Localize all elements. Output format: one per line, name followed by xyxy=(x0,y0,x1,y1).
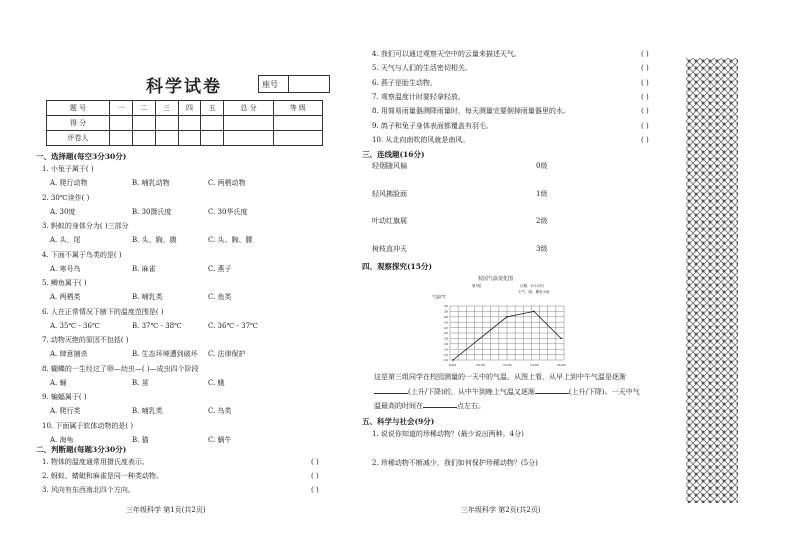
match-left-item[interactable]: 轻风拂脸面 xyxy=(372,189,407,198)
grader-cell[interactable] xyxy=(132,131,155,146)
x-tick-label: 10:00 xyxy=(476,363,485,367)
score-cell[interactable] xyxy=(273,116,322,131)
y-tick-label: 24 xyxy=(444,320,448,325)
option-choice[interactable]: C. 头、胸、腰 xyxy=(208,236,253,244)
y-tick-label: 30 xyxy=(444,304,448,309)
judge-item: 3. 风向有东西南北四个方向。 xyxy=(42,486,135,494)
answer-paren[interactable]: ( ) xyxy=(311,472,319,480)
section4-text2 xyxy=(374,387,640,397)
option-choice[interactable]: C. 蜗牛 xyxy=(208,435,232,444)
answer-paren[interactable]: ( ) xyxy=(311,486,319,494)
answer-blank-3[interactable] xyxy=(423,401,457,408)
judge-item: 7. 观察温度计时要轻拿轻放。 xyxy=(372,92,465,101)
section4-text2a: (上升/下降)的，从中午到晚上气温又逐渐 xyxy=(408,388,535,396)
exam-title: 科学试卷 xyxy=(146,77,222,97)
decorative-pattern-strip xyxy=(686,58,738,503)
option-choice[interactable]: C. 30华氏度 xyxy=(208,207,248,216)
match-left-item[interactable]: 树枝直冲天 xyxy=(372,244,407,253)
question-text: 3. 蚂蚁的身体分为( )三部分 xyxy=(42,222,129,230)
section1-heading: 一、选择题(每空3分30分) xyxy=(36,152,127,161)
score-cell[interactable] xyxy=(178,116,201,131)
option-choice[interactable]: A. 肆意捕杀 xyxy=(50,350,88,358)
question-text: 7. 动物灭绝的原因不包括( ) xyxy=(42,336,129,344)
data-point xyxy=(533,311,535,313)
judge-item: 4. 我们可以通过观察天空中的云量来描述天气。 xyxy=(372,50,521,58)
section4-text3a: 温最高的时间在 xyxy=(374,402,423,410)
answer-paren[interactable]: ( ) xyxy=(641,92,649,101)
judge-item: 6. 燕子是胎生动物。 xyxy=(372,78,437,87)
score-header-cell: 一 xyxy=(109,101,132,116)
section4-heading: 四、观察探究(15分) xyxy=(362,262,433,271)
answer-paren[interactable]: ( ) xyxy=(641,78,649,87)
option-choice[interactable]: B. 麻雀 xyxy=(132,264,156,273)
x-tick-label: 14:00 xyxy=(530,363,539,367)
chart-legend: 天气：晴，偶有小雨 xyxy=(518,290,550,294)
option-choice[interactable]: B. 哺乳类 xyxy=(132,293,163,301)
score-row-label: 得 分 xyxy=(47,116,110,131)
match-right-item[interactable]: 1级 xyxy=(536,189,548,198)
score-header-cell: 总 分 xyxy=(224,101,273,116)
option-choice[interactable]: C. 36℃ - 37℃ xyxy=(208,321,258,330)
grader-cell[interactable] xyxy=(273,131,322,146)
option-choice[interactable]: C. 蛾 xyxy=(208,378,225,387)
judge-item: 10. 从北向南吹的风就是南风。 xyxy=(372,135,470,144)
score-cell[interactable] xyxy=(155,116,178,131)
grader-cell[interactable] xyxy=(224,131,273,146)
option-choice[interactable]: A. 30度 xyxy=(50,207,76,216)
option-choice[interactable]: C. 鸟类 xyxy=(208,407,232,415)
option-choice[interactable]: A. 爬行类 xyxy=(50,407,81,415)
x-tick-label: 8:00 xyxy=(449,363,456,367)
data-point xyxy=(560,338,562,340)
option-choice[interactable]: C. 法律保护 xyxy=(208,350,246,358)
match-left-item[interactable]: 轻烟随风偏 xyxy=(372,162,407,170)
option-choice[interactable]: B. 哺乳类 xyxy=(132,407,163,415)
question-text: 9. 蝙蝠属于( ) xyxy=(42,393,87,401)
score-cell[interactable] xyxy=(109,116,132,131)
section5-q1: 1. 说说你知道的珍稀动物？(最少说出两种。4分) xyxy=(372,430,524,438)
y-tick-label: 20 xyxy=(444,331,448,336)
option-choice[interactable]: B. 茧 xyxy=(132,378,149,387)
section4-text3b: 点左右。 xyxy=(457,402,485,410)
grader-cell[interactable] xyxy=(201,131,224,146)
option-choice[interactable]: A. 寒号鸟 xyxy=(50,264,81,273)
option-choice[interactable]: B. 生态环境遭到破坏 xyxy=(132,350,198,358)
question-text: 5. 鲫鱼属于( ) xyxy=(42,279,87,287)
option-choice[interactable]: C. 鱼类 xyxy=(208,293,232,301)
option-choice[interactable]: A. 头、尾 xyxy=(50,236,81,244)
y-tick-label: 10 xyxy=(444,358,448,363)
grader-cell[interactable] xyxy=(109,131,132,146)
y-tick-label: 18 xyxy=(444,336,448,341)
section5-heading: 五、科学与社会(9分) xyxy=(362,417,435,426)
question-text: 8. 蝴蝶的一生经过了卵—幼虫—( )—成虫四个阶段 xyxy=(42,364,199,373)
match-right-item[interactable]: 2级 xyxy=(536,217,548,225)
answer-paren[interactable]: ( ) xyxy=(641,50,649,58)
chart-subtitle-right: 日期：5月15日 xyxy=(520,284,545,288)
y-tick-label: 14 xyxy=(444,347,448,352)
score-cell[interactable] xyxy=(132,116,155,131)
seat-label: 座号 xyxy=(262,80,278,89)
answer-paren[interactable]: ( ) xyxy=(641,107,649,116)
judge-item: 2. 蚜蚁、蜻蜓和麻雀是同一种类动物。 xyxy=(42,472,163,480)
section4-text1: 这是第三组同学在校园测量的一天中的气温。从图上看，从早上到中午气温是逐渐 xyxy=(374,373,626,381)
score-header-cell: 四 xyxy=(178,101,201,116)
answer-paren[interactable]: ( ) xyxy=(641,121,649,130)
score-header-cell: 三 xyxy=(155,101,178,116)
footer-right: 三年级科学 第2页(共2页) xyxy=(461,506,541,514)
footer-left: 三年级科学 第1页(共2页) xyxy=(126,506,206,514)
score-row xyxy=(47,116,323,131)
match-right-item[interactable]: 0级 xyxy=(536,162,548,170)
score-header-cell: 五 xyxy=(201,101,224,116)
answer-paren[interactable]: ( ) xyxy=(641,135,649,144)
option-choice[interactable]: B. 猫 xyxy=(132,435,149,444)
score-cell[interactable] xyxy=(201,116,224,131)
y-tick-label: 26 xyxy=(444,315,448,319)
y-tick-label: 28 xyxy=(444,309,448,314)
judge-item: 1. 物体的温度通常用摄氏度表示。 xyxy=(42,458,149,466)
question-text: 10. 下面属于软体动物的是( ) xyxy=(42,421,134,430)
section4-text3 xyxy=(374,401,485,411)
seat-divider xyxy=(288,75,289,93)
option-choice[interactable]: B. 头、胸、腹 xyxy=(132,236,177,244)
answer-blank-1[interactable] xyxy=(374,387,408,394)
grader-row-label: 评卷人 xyxy=(47,131,110,146)
score-header-row xyxy=(47,101,323,116)
section5-q2: 2. 珍稀动物不断减少，我们如何保护珍稀动物？(5分) xyxy=(372,459,538,467)
option-choice[interactable]: A. 蛹 xyxy=(50,378,67,387)
section4-text2b: (上升/下降)。一天中气 xyxy=(568,388,640,396)
option-choice[interactable]: B. 30摄氏度 xyxy=(132,207,172,216)
question-text: 2. 30℃读作( ) xyxy=(42,193,90,202)
data-point xyxy=(506,316,508,318)
option-choice[interactable]: A. 爬行动物 xyxy=(50,179,88,187)
grader-row xyxy=(47,131,323,146)
y-tick-label: 22 xyxy=(444,325,448,330)
judge-item: 9. 鸽子和兔子身体表面都覆盖有羽毛。 xyxy=(372,121,493,130)
y-tick-label: 16 xyxy=(444,342,448,346)
option-choice[interactable]: A. 35℃ - 36℃ xyxy=(50,321,100,330)
grader-cell[interactable] xyxy=(178,131,201,146)
score-header-cell: 二 xyxy=(132,101,155,116)
score-table xyxy=(46,100,323,146)
data-point xyxy=(452,359,454,361)
option-choice[interactable]: C. 燕子 xyxy=(208,264,232,273)
score-header-cell: 等 级 xyxy=(273,101,322,116)
question-text: 1. 小兔子属于( ) xyxy=(42,165,94,173)
score-header-cell: 题 号 xyxy=(47,101,110,116)
judge-item: 8. 用简易雨量器测降雨量时，每天测量完要倒掉雨量器里的水。 xyxy=(372,107,570,116)
answer-blank-2[interactable] xyxy=(535,387,569,394)
answer-paren[interactable]: ( ) xyxy=(641,64,649,73)
chart-y-label: 气温/℃ xyxy=(432,294,446,299)
x-tick-label: 16:00 xyxy=(557,363,566,367)
score-cell[interactable] xyxy=(224,116,273,131)
option-choice[interactable]: A. 海龟 xyxy=(50,435,74,444)
y-tick-label: 12 xyxy=(444,352,448,357)
question-text: 4. 下面不属于鸟类的是( ) xyxy=(42,250,122,259)
chart-subtitle-left: 第3组 xyxy=(472,284,482,288)
match-right-item[interactable]: 3级 xyxy=(536,244,548,253)
chart-title: 校园气温变化图 xyxy=(478,276,514,282)
x-tick-label: 12:00 xyxy=(503,363,512,367)
answer-paren[interactable]: ( ) xyxy=(311,458,319,466)
judge-item: 5. 天气与人们的生活密切相关。 xyxy=(372,64,472,73)
section2-heading: 二、判断题(每题3分30分) xyxy=(36,445,127,454)
option-choice[interactable]: B. 37℃ - 38℃ xyxy=(132,321,182,330)
temperature-chart xyxy=(432,272,572,380)
grader-cell[interactable] xyxy=(155,131,178,146)
match-left-item[interactable]: 叶动红旗展 xyxy=(372,217,407,225)
option-choice[interactable]: A. 两栖类 xyxy=(50,293,81,301)
section3-heading: 三、连线题(16分) xyxy=(362,150,425,159)
question-text: 6. 人在正常情况下腋下的温度范围是( ) xyxy=(42,307,164,316)
option-choice[interactable]: C. 两栖动物 xyxy=(208,179,246,187)
option-choice[interactable]: B. 哺乳动物 xyxy=(132,179,170,187)
